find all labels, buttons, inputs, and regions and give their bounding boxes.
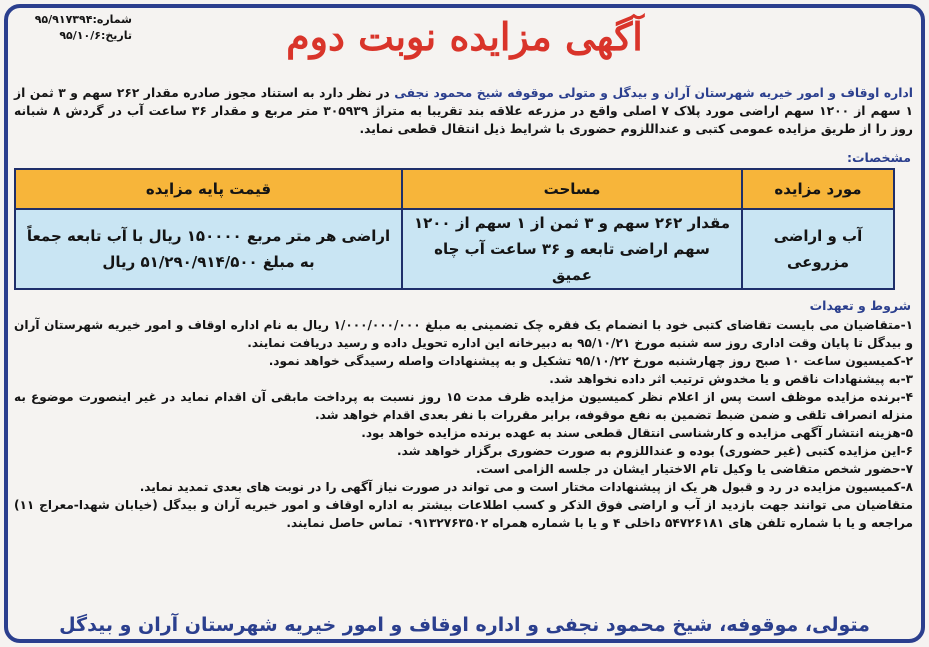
table-cell-price: اراضی هر متر مربع ۱۵۰۰۰۰ ریال با آب تابعه جمعاً به مبلغ ۵۱/۲۹۰/۹۱۴/۵۰۰ ریال	[15, 209, 402, 289]
notice-title: آگهی مزایده نوبت دوم	[286, 14, 643, 59]
conditions-list	[14, 316, 913, 532]
condition-item: ۳-به پیشنهادات ناقص و یا مخدوش ترتیب اثر داده نخواهد شد.	[549, 372, 913, 386]
table-header-area: مساحت	[402, 169, 742, 209]
condition-item: ۸-کمیسیون مزایده در رد و قبول هر یک از پیشنهادات مختار است و می تواند در صورت نیاز آگهی را در نوبت های بعدی تمدید نماید.	[139, 480, 913, 494]
condition-item: ۲-کمیسیون ساعت ۱۰ صبح روز چهارشنبه مورخ ۹۵/۱۰/۲۲ تشکیل و به پیشنهادات واصله رسیدگی خواهد نمود.	[268, 354, 913, 368]
table-cell-area: مقدار ۲۶۲ سهم و ۳ ثمن از ۱ سهم از ۱۲۰۰ سهم اراضی تابعه و ۳۶ ساعت آب چاه عمیق	[402, 209, 742, 289]
intro-highlight: اداره اوقاف و امور خیریه شهرستان آران و بیدگل و متولی موقوفه شیخ محمود نجفی	[394, 86, 913, 100]
specifications-label: مشخصات:	[846, 150, 911, 165]
notice-number: شماره:۹۵/۹۱۷۳۹۴	[34, 13, 132, 26]
intro-text: در نظر دارد به استناد مجوز صادره مقدار ۲۶۲ سهم و ۳ ثمن از ۱ سهم از ۱۲۰۰ سهم اراضی مورد پلاک ۷ اصلی واقع در مزرعه علاقه بند تقریبا به متراژ ۳۰۵۹۳۹ متر مربع و مقدار ۳۶ ساعت آب در گردش ۸ شبانه روز را از طریق مزایده عمومی کتبی و عنداللزوم حضوری با شرایط ذیل انتقال قطعی نماید.	[14, 86, 913, 136]
condition-item: ۱-متقاضیان می بایست تقاضای کتبی خود با انضمام یک فقره چک تضمینی به مبلغ ۱/۰۰۰/۰۰۰/۰۰۰ ریال به نام اداره اوقاف و امور خیریه شهرستان آران و بیدگل تا پایان وقت اداری روز سه شنبه مورخ ۹۵/۱۰/۲۱ به دبیرخانه این اداره تحویل داده و رسید دریافت نمایند.	[14, 318, 913, 350]
condition-item: ۶-این مزایده کتبی (غیر حضوری) بوده و عنداللزوم به صورت حضوری برگزار خواهد شد.	[397, 444, 913, 458]
condition-item: ۵-هزینه انتشار آگهی مزایده و کارشناسی انتقال قطعی سند به عهده برنده مزایده خواهد بود.	[361, 426, 913, 440]
table-header-price: قیمت پایه مزایده	[15, 169, 402, 209]
table-header-item: مورد مزایده	[742, 169, 894, 209]
condition-item: ۴-برنده مزایده موظف است پس از اعلام نظر کمیسیون مزایده ظرف مدت ۱۵ روز نسبت به پرداخت مابقی آن اقدام نماید در غیر اینصورت موضوع به منزله انصراف تلقی و ضمن ضبط تضمین به نفع موقوفه، برابر مقررات با نفر بعدی اقدام خواهد شد.	[14, 390, 913, 422]
notice-footer: متولی، موقوفه، شیخ محمود نجفی و اداره اوقاف و امور خیریه شهرستان آران و بیدگل	[59, 614, 870, 636]
conditions-title: شروط و تعهدات	[809, 298, 911, 313]
auction-table	[14, 168, 895, 290]
contact-info: متقاضیان می توانند جهت بازدید از آب و اراضی فوق الذکر و کسب اطلاعات بیشتر به اداره اوقاف و امور خیریه آران و بیدگل (خیابان شهدا-معراج ۱۱) مراجعه و یا با شماره تلفن های ۵۴۷۲۶۱۸۱ داخلی ۴ و یا با شماره همراه ۰۹۱۳۲۷۶۳۵۰۲ تماس حاصل نمایند.	[14, 498, 913, 530]
condition-item: ۷-حضور شخص متقاضی یا وکیل تام الاختیار ایشان در جلسه الزامی است.	[476, 462, 913, 476]
notice-date: تاریخ:۹۵/۱۰/۶	[59, 29, 132, 42]
intro-paragraph	[14, 84, 913, 138]
table-header-row	[15, 169, 894, 209]
table-cell-item: آب و اراضی مزروعی	[742, 209, 894, 289]
table-row	[15, 209, 894, 289]
